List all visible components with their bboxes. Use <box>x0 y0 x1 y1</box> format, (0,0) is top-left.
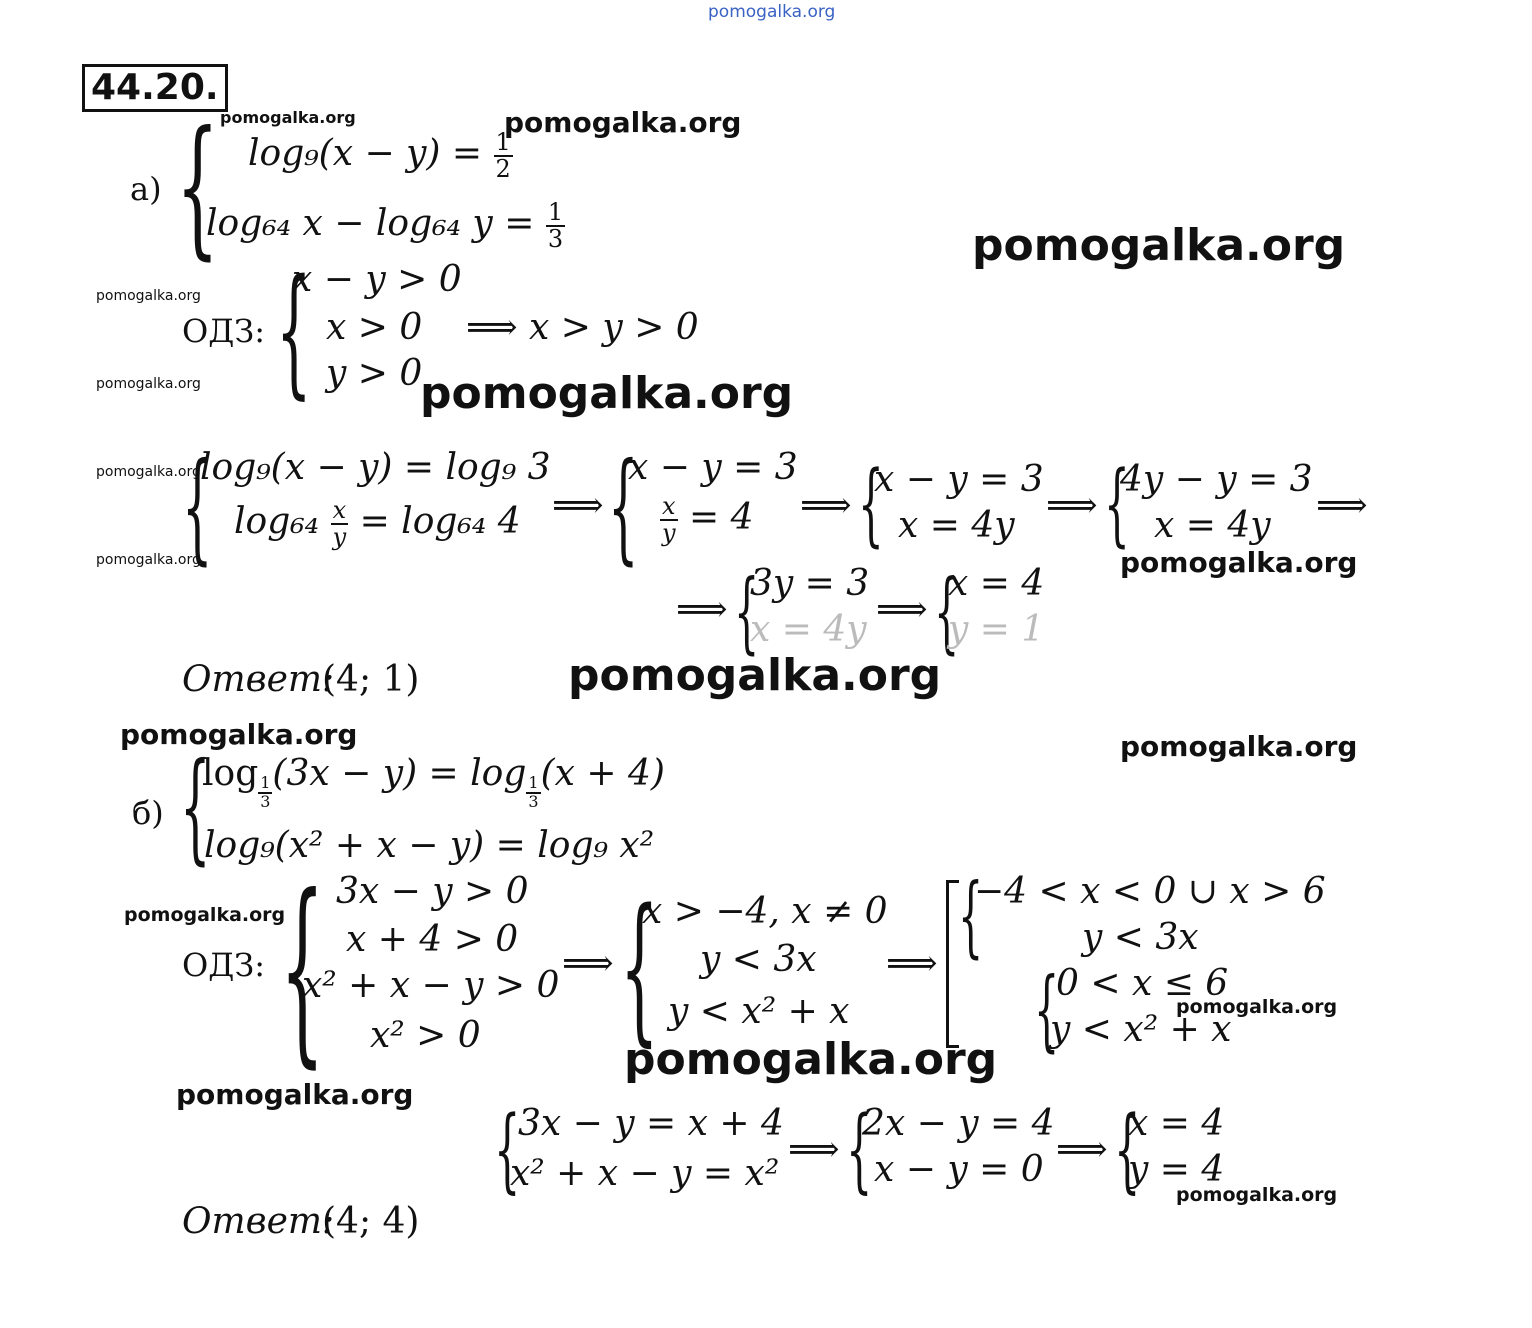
part-a-odz-1: x − y > 0 <box>292 259 462 300</box>
part-a-odz-2: x > 0 <box>326 307 423 348</box>
part-a-step4-l1: 4y − y = 3 <box>1120 459 1313 500</box>
part-b-case2-1: 0 < x ≤ 6 <box>1056 963 1229 1004</box>
part-a-odz-3: y > 0 <box>326 353 423 394</box>
watermark-top: pomogalka.org <box>708 2 836 22</box>
watermark: pomogalka.org <box>96 288 201 304</box>
brace-b-sys2: { <box>846 1096 873 1203</box>
frac-num: 1 <box>528 773 539 793</box>
watermark: pomogalka.org <box>972 220 1346 271</box>
brace-b-sys1: { <box>494 1096 521 1203</box>
part-b-eq1-base-2 <box>526 775 540 811</box>
arrow-a-1: ⟹ <box>552 485 604 526</box>
step1-l2b: = log₆₄ 4 <box>359 501 521 543</box>
part-b-case1-2: y < 3x <box>1082 917 1199 958</box>
part-b-odz-3: x² + x − y > 0 <box>302 965 560 1006</box>
part-a-eq1-text: log₉(x − y) = <box>248 133 494 175</box>
part-b-eq1b: (3x − y) = log <box>272 753 527 794</box>
brace-a-step6: { <box>934 560 960 663</box>
watermark: pomogalka.org <box>624 1034 998 1085</box>
arrow-b-4: ⟹ <box>1056 1129 1108 1170</box>
watermark: pomogalka.org <box>96 376 201 392</box>
brace-b-system: { <box>180 738 211 877</box>
part-b-odz-1: 3x − y > 0 <box>336 871 529 912</box>
frac-den: y <box>662 519 676 548</box>
part-b-sys1-2: x² + x − y = x² <box>510 1153 780 1194</box>
arrow-a-3: ⟹ <box>1046 485 1098 526</box>
part-b-sys2-2: x − y = 0 <box>874 1149 1044 1190</box>
part-a-odz-result: ⟹ x > y > 0 <box>466 307 699 348</box>
step2-l2b: = 4 <box>689 497 754 539</box>
part-a-label: а) <box>130 170 162 208</box>
part-b-odz-4: x² > 0 <box>370 1015 481 1056</box>
watermark: pomogalka.org <box>1176 996 1338 1018</box>
part-b-case2-2: y < x² + x <box>1050 1009 1232 1050</box>
arrow-a-6: ⟹ <box>876 589 928 630</box>
part-a-step4-l2: x = 4y <box>1154 505 1271 546</box>
frac-num: 1 <box>547 198 564 226</box>
arrow-b-2: ⟹ <box>886 943 938 984</box>
arrow-a-5: ⟹ <box>676 589 728 630</box>
step1-l2a: log₆₄ <box>234 501 320 543</box>
part-b-eq2: log₉(x² + x − y) = log₉ x² <box>204 825 655 866</box>
frac-den: 3 <box>528 792 539 811</box>
frac-den: 3 <box>260 792 271 811</box>
brace-a-odz: { <box>276 250 312 413</box>
part-a-step2-l2 <box>660 494 754 546</box>
frac-num: x <box>331 498 349 525</box>
frac-num: 1 <box>260 773 271 793</box>
watermark: pomogalka.org <box>420 368 794 419</box>
arrow-b-1: ⟹ <box>562 943 614 984</box>
part-a-eq2 <box>206 200 565 252</box>
brace-a-step3: { <box>858 452 884 557</box>
part-a-step1-l1: log₉(x − y) = log₉ 3 <box>200 447 551 488</box>
watermark: pomogalka.org <box>120 718 358 751</box>
part-b-odz-label: ОДЗ: <box>182 946 265 984</box>
brace-b-odz: { <box>280 853 325 1086</box>
brace-a-step2: { <box>608 438 639 577</box>
part-a-step1-l2 <box>234 498 521 550</box>
frac-num: 1 <box>495 128 511 156</box>
frac-den: y <box>332 523 347 552</box>
part-a-eq2-text: log₆₄ x − log₆₄ y = <box>206 203 546 245</box>
watermark: pomogalka.org <box>1120 546 1358 579</box>
watermark: pomogalka.org <box>96 464 201 480</box>
part-b-sys2-1: 2x − y = 4 <box>862 1103 1055 1144</box>
arrow-a-2: ⟹ <box>800 485 852 526</box>
part-b-sys3-1: x = 4 <box>1128 1103 1225 1144</box>
arrow-a-4: ⟹ <box>1316 485 1368 526</box>
part-a-step5-l1: 3y = 3 <box>750 563 870 604</box>
part-b-sys3-2: y = 4 <box>1128 1149 1225 1190</box>
watermark: pomogalka.org <box>220 108 356 127</box>
part-a-answer-label: Ответ: <box>182 659 335 700</box>
brace-a-system: { <box>176 100 219 274</box>
part-b-eq1 <box>202 753 665 811</box>
frac-num: x <box>660 494 678 521</box>
brace-b-case2: { <box>1034 958 1060 1061</box>
watermark: pomogalka.org <box>1120 730 1358 763</box>
part-a-answer-value: (4; 1) <box>322 659 420 700</box>
part-b-mid-1: x > −4, x ≠ 0 <box>642 891 888 932</box>
part-b-label: б) <box>132 794 164 832</box>
watermark: pomogalka.org <box>504 106 742 139</box>
part-b-odz-2: x + 4 > 0 <box>346 919 519 960</box>
part-b-sys1-1: 3x − y = x + 4 <box>518 1103 784 1144</box>
part-b-eq1-base <box>258 775 272 811</box>
part-a-step2-l1: x − y = 3 <box>628 447 798 488</box>
problem-number: 44.20. <box>82 64 228 112</box>
watermark: pomogalka.org <box>1176 1184 1338 1206</box>
part-b-case1-1: −4 < x < 0 ∪ x > 6 <box>974 871 1326 912</box>
watermark: pomogalka.org <box>96 552 201 568</box>
watermark: pomogalka.org <box>176 1078 414 1111</box>
part-a-eq2-frac <box>546 200 565 252</box>
part-a-step3-l2: x = 4y <box>898 505 1015 546</box>
part-a-step6-l2: y = 1 <box>948 609 1045 650</box>
part-a-step3-l1: x − y = 3 <box>874 459 1044 500</box>
brace-a-step5: { <box>734 560 760 663</box>
part-b-answer-value: (4; 4) <box>322 1201 420 1242</box>
part-b-eq1a: log <box>202 753 259 794</box>
frac-den: 2 <box>495 155 511 184</box>
arrow-b-3: ⟹ <box>788 1129 840 1170</box>
watermark: pomogalka.org <box>124 904 286 926</box>
part-a-step5-l2: x = 4y <box>750 609 867 650</box>
part-b-eq1c: (x + 4) <box>540 753 665 794</box>
brace-a-step4: { <box>1104 452 1130 557</box>
brace-b-sys3: { <box>1114 1096 1141 1203</box>
part-a-odz-label: ОДЗ: <box>182 312 265 350</box>
part-a-step6-l1: x = 4 <box>948 563 1045 604</box>
part-b-answer-label: Ответ: <box>182 1201 335 1242</box>
part-a-eq1 <box>248 130 513 182</box>
frac-den: 3 <box>547 225 564 254</box>
step1-l2-frac <box>331 498 349 550</box>
brace-b-mid: { <box>620 874 659 1061</box>
part-b-mid-2: y < 3x <box>700 939 817 980</box>
step2-l2-frac <box>660 494 678 546</box>
brace-a-step1: { <box>182 438 213 577</box>
watermark: pomogalka.org <box>568 650 942 701</box>
brace-b-case1: { <box>958 864 984 967</box>
part-b-mid-3: y < x² + x <box>668 991 850 1032</box>
